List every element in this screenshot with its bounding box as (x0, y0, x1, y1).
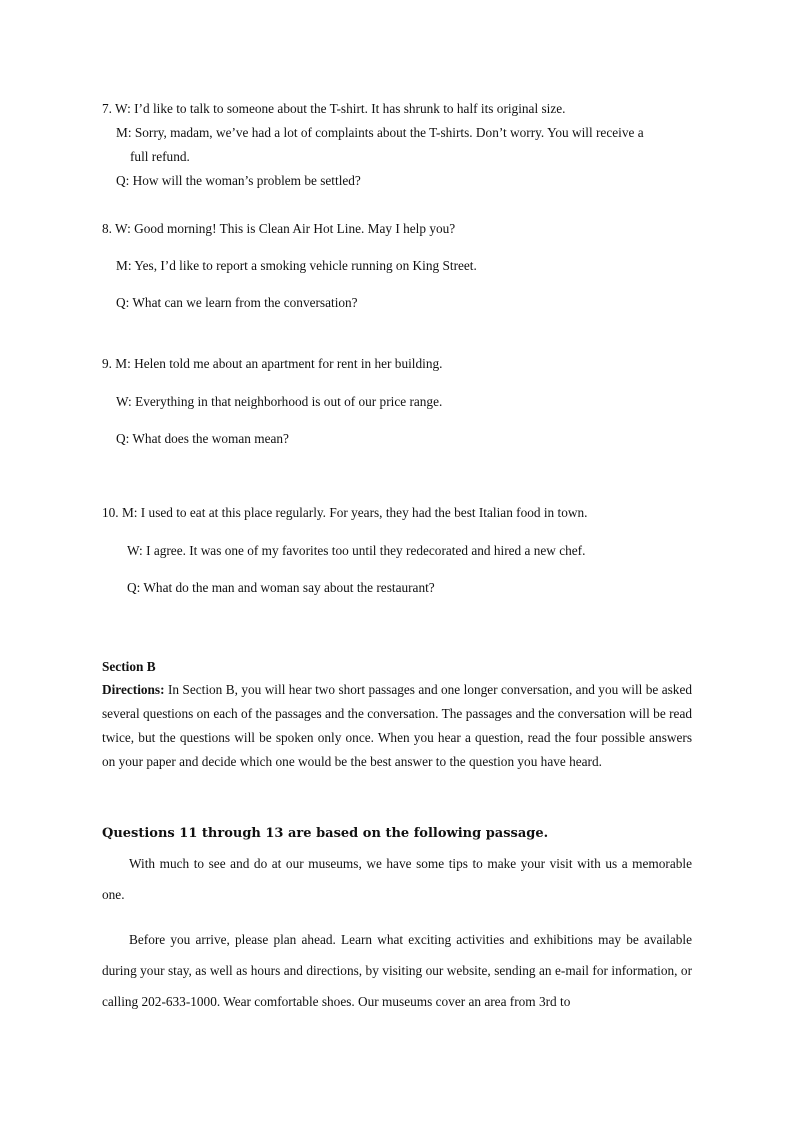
q8-woman-line: 8. W: Good morning! This is Clean Air Hot Line. May I help you? (102, 221, 456, 236)
section-b-directions (102, 678, 692, 774)
q7-man-line-cont: full refund. (130, 149, 190, 164)
passage-paragraph-2: Before you arrive, please plan ahead. Learn what exciting activities and exhibitions may be available during your stay, as well as hours and directions, by visiting our website, sending an e-mail for information, or calling 202-633-1000. Wear comfortable shoes. Our museums cover an area from 3rd to (102, 932, 692, 1009)
q7-man-line: M: Sorry, madam, we’ve had a lot of complaints about the T-shirts. Don’t worry. You will receive a (116, 125, 644, 140)
q9-woman-line: W: Everything in that neighborhood is out of our price range. (116, 394, 443, 409)
q10-question: Q: What do the man and woman say about the restaurant? (127, 580, 435, 595)
section-b-title: Section B (102, 659, 156, 674)
directions-label: Directions: (102, 682, 165, 697)
passage-heading: Questions 11 through 13 are based on the following passage. (102, 826, 549, 841)
directions-text: In Section B, you will hear two short passages and one longer conversation, and you will be asked several questions on each of the passages and the conversation. The passages and the conversation will be read twice, but the questions will be spoken only once. When you hear a question, read the four possible answers on your paper and decide which one would be the best answer to the question you have heard. (102, 682, 692, 769)
q9-question: Q: What does the woman mean? (116, 431, 289, 446)
q7-question: Q: How will the woman’s problem be settled? (116, 173, 361, 188)
q9-man-line: 9. M: Helen told me about an apartment for rent in her building. (102, 356, 443, 371)
q10-man-line: 10. M: I used to eat at this place regularly. For years, they had the best Italian food in town. (102, 505, 588, 520)
q8-man-line: M: Yes, I’d like to report a smoking vehicle running on King Street. (116, 258, 477, 273)
q10-woman-line: W: I agree. It was one of my favorites too until they redecorated and hired a new chef. (127, 543, 586, 558)
passage-paragraph-1: With much to see and do at our museums, we have some tips to make your visit with us a memorable one. (102, 856, 692, 902)
q7-woman-line: 7. W: I’d like to talk to someone about the T-shirt. It has shrunk to half its original size. (102, 101, 566, 116)
q8-question: Q: What can we learn from the conversation? (116, 295, 358, 310)
